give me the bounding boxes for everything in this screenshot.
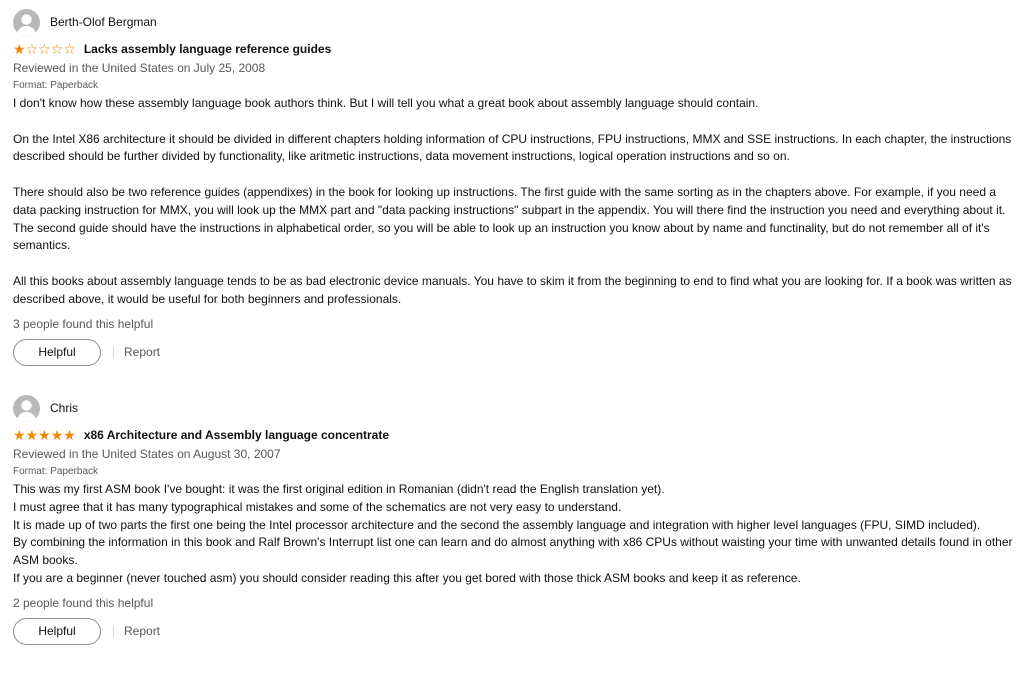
star-icon: ★ [13,41,26,57]
reviewer-name[interactable]: Berth-Olof Bergman [50,15,157,29]
helpful-count: 3 people found this helpful [13,316,154,331]
star-icon: ★ [50,427,64,443]
reviewer-profile[interactable] [13,8,1013,36]
divider [113,346,114,359]
reviewer-profile[interactable] [13,394,1013,422]
review-body [13,481,1013,588]
user-silhouette-icon [13,395,40,422]
star-icon: ★ [25,427,39,443]
review-card [13,394,1013,645]
helpful-button[interactable]: Helpful [13,618,101,645]
review-card [13,8,1013,366]
avatar[interactable] [13,395,40,422]
star-rating[interactable] [13,428,76,442]
review-paragraph: There should also be two reference guides (appendixes) in the book for looking up instructions. The first guide with the same sorting as in the chapters above. For example, if you need a data packing instruction for MMX, you will look up the MMX part and "data packing instructions" subpart in the appendix. You will there find the instruction you need and everything about it. The second guide should have the instructions in alphabetical order, so you will be able to look up an instruction you know about by name and functinality, but do not remember all of it's semantics. [13,184,1006,253]
review-title[interactable]: Lacks assembly language reference guides [83,42,332,56]
avatar[interactable] [13,9,40,36]
review-format[interactable]: Format: Paperback [13,80,99,91]
review-paragraph: If you are a beginner (never touched asm) you should consider reading this after you get bored with those thick ASM books and keep it as reference. [13,570,801,585]
review-paragraph: I don't know how these assembly language book authors think. But I will tell you what a great book about assembly language should contain. [13,96,759,110]
report-link[interactable]: Report [124,345,161,360]
star-icon: ☆ [38,41,51,57]
helpful-count: 2 people found this helpful [13,595,154,610]
helpful-button[interactable]: Helpful [13,339,101,366]
star-icon: ★ [13,427,26,443]
review-format[interactable]: Format: Paperback [13,466,99,477]
review-date: Reviewed in the United States on July 25, 2008 [13,61,266,75]
review-paragraph: On the Intel X86 architecture it should be divided in different chapters holding information of CPU instructions, FPU instructions, MMX and SSE instructions. In each chapter, the instructions described should be further divided by functionality, like aritmetic instructions, data movement instructions, logical operation instructions and so on. [13,131,1012,164]
review-paragraph: This was my first ASM book I've bought: it was the first original edition in Romanian (didn't read the English translation yet). [13,482,665,496]
review-paragraph: All this books about assembly language tends to be as bad electronic device manuals. You have to skim it from the beginning to end to find what you are looking for. If a book was written as described above, it would be useful for both beginners and professionals. [13,273,1012,306]
star-icon: ★ [38,427,51,443]
divider [113,625,114,638]
star-icon: ★ [63,427,76,443]
reviewer-name[interactable]: Chris [50,401,79,415]
review-body [13,95,1013,309]
review-paragraph: I must agree that it has many typographical mistakes and some of the schematics are not very easy to understand. [13,499,622,514]
review-title[interactable]: x86 Architecture and Assembly language concentrate [83,428,390,442]
star-rating[interactable] [13,42,76,56]
star-icon: ☆ [63,41,76,57]
user-silhouette-icon [13,9,40,36]
star-icon: ☆ [25,41,39,57]
review-date: Reviewed in the United States on August 30, 2007 [13,447,281,461]
report-link[interactable]: Report [124,624,161,639]
star-icon: ☆ [50,41,64,57]
review-paragraph: By combining the information in this book and Ralf Brown's Interrupt list one can learn and do almost anything with x86 CPUs without waisting your time with unwanted details found in other ASM books. [13,535,1013,568]
review-paragraph: It is made up of two parts the first one being the Intel processor architecture and the second the assembly language and integration with higher level languages (FPU, SIMD included). [13,517,981,532]
